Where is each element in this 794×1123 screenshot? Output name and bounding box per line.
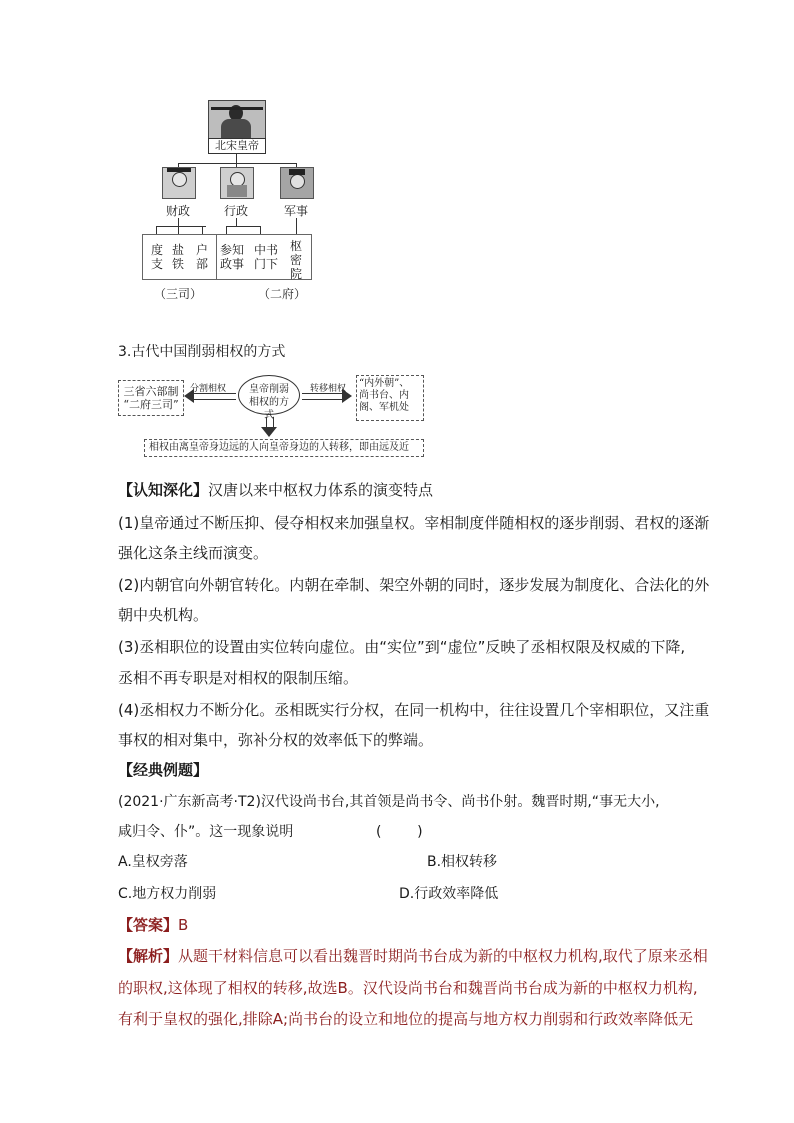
- bottom-box: 相权由离皇帝身边远的人向皇帝身边的人转移，即由远及近: [144, 439, 424, 457]
- option-b: B.相权转移: [427, 854, 498, 870]
- leaf-yantie: 盐铁: [171, 243, 184, 271]
- down-arrow: [262, 417, 278, 439]
- emperor-portrait: [208, 100, 266, 140]
- leaf-duzhi: 度支: [150, 243, 163, 271]
- branch-military: 军事: [284, 204, 309, 218]
- section3-heading: 3.古代中国削弱相权的方式: [118, 344, 286, 360]
- answer-paren: ( ): [376, 824, 423, 840]
- official-figure-finance: [162, 167, 196, 199]
- answer-value: B: [178, 916, 189, 934]
- official-figure-admin: [220, 167, 254, 199]
- group-label-sansi: （三司）: [154, 287, 203, 301]
- group-label-erfu: （二府）: [258, 287, 307, 301]
- top-node: 北宋皇帝: [208, 138, 266, 154]
- example-heading: 【经典例题】: [118, 761, 209, 779]
- cognition-bracket-label: 【认知深化】: [118, 481, 209, 499]
- cognition-line-8: 事权的相对集中，弥补分权的效率低下的弊端。: [118, 731, 434, 749]
- branch-finance: 财政: [166, 204, 191, 218]
- answer-label: 【答案】: [118, 916, 179, 934]
- cognition-title: 汉唐以来中枢权力体系的演变特点: [208, 481, 434, 499]
- analysis-line-1: [118, 946, 708, 966]
- org-chart: [140, 95, 340, 305]
- cognition-line-3: (2)内朝官向外朝官转化。内朝在牵制、架空外朝的同时，逐步发展为制度化、合法化的外: [118, 576, 710, 594]
- analysis-label: 【解析】: [118, 947, 179, 965]
- left-box: 三省六部制 “二府三司”: [118, 380, 184, 416]
- cognition-line-2: 强化这条主线而演变。: [118, 544, 269, 562]
- answer-line: [118, 915, 188, 935]
- leaf-hubu: 户部: [195, 243, 208, 271]
- cognition-line-5: (3)丞相职位的设置由实位转向虚位。由“实位”到“虚位”反映了丞相权限及权威的下降,: [118, 638, 686, 656]
- analysis-line-3: 有利于皇权的强化,排除A;尚书台的设立和地位的提高与地方权力削弱和行政效率降低无: [118, 1010, 694, 1028]
- right-box: “内外朝”、 尚书台、内 阁、军机处: [356, 375, 424, 421]
- analysis-text-1: 从题干材料信息可以看出魏晋时期尚书台成为新的中枢权力机构,取代了原来丞相: [178, 947, 708, 965]
- branch-admin: 行政: [224, 204, 249, 218]
- cognition-line-6: 丞相不再专职是对相权的限制压缩。: [118, 669, 359, 687]
- leaf-shumiyuan: 枢密院: [289, 239, 302, 281]
- option-d: D.行政效率降低: [399, 886, 499, 902]
- center-ellipse: 皇帝削弱相权的方式: [238, 375, 300, 415]
- cognition-line-1: (1)皇帝通过不断压抑、侵夺相权来加强皇权。宰相制度伴随相权的逐步削弱、君权的逐渐: [118, 514, 710, 532]
- weaken-diagram: [118, 375, 423, 463]
- leaf-zhongshu: 中书门下: [253, 243, 278, 271]
- cognition-line-7: (4)丞相权力不断分化。丞相既实行分权，在同一机构中，往往设置几个宰相职位，又注重: [118, 701, 710, 719]
- example-stem-2: 咸归令、仆”。这一现象说明: [118, 824, 294, 840]
- leaf-canzhi: 参知政事: [219, 243, 244, 271]
- right-arrow-label: 转移相权: [310, 384, 347, 394]
- left-arrow-label: 分割相权: [190, 384, 227, 394]
- analysis-line-2: 的职权,这体现了相权的转移,故选B。汉代设尚书台和魏晋尚书台成为新的中枢权力机构,: [118, 979, 698, 997]
- official-figure-military: [280, 167, 314, 199]
- cognition-line-4: 朝中央机构。: [118, 606, 209, 624]
- option-a: A.皇权旁落: [118, 854, 188, 870]
- cognition-heading: [118, 480, 433, 500]
- option-c: C.地方权力削弱: [118, 886, 217, 902]
- example-stem-1: (2021·广东新高考·T2)汉代设尚书台,其首领是尚书令、尚书仆射。魏晋时期,“事无大小,: [118, 794, 660, 810]
